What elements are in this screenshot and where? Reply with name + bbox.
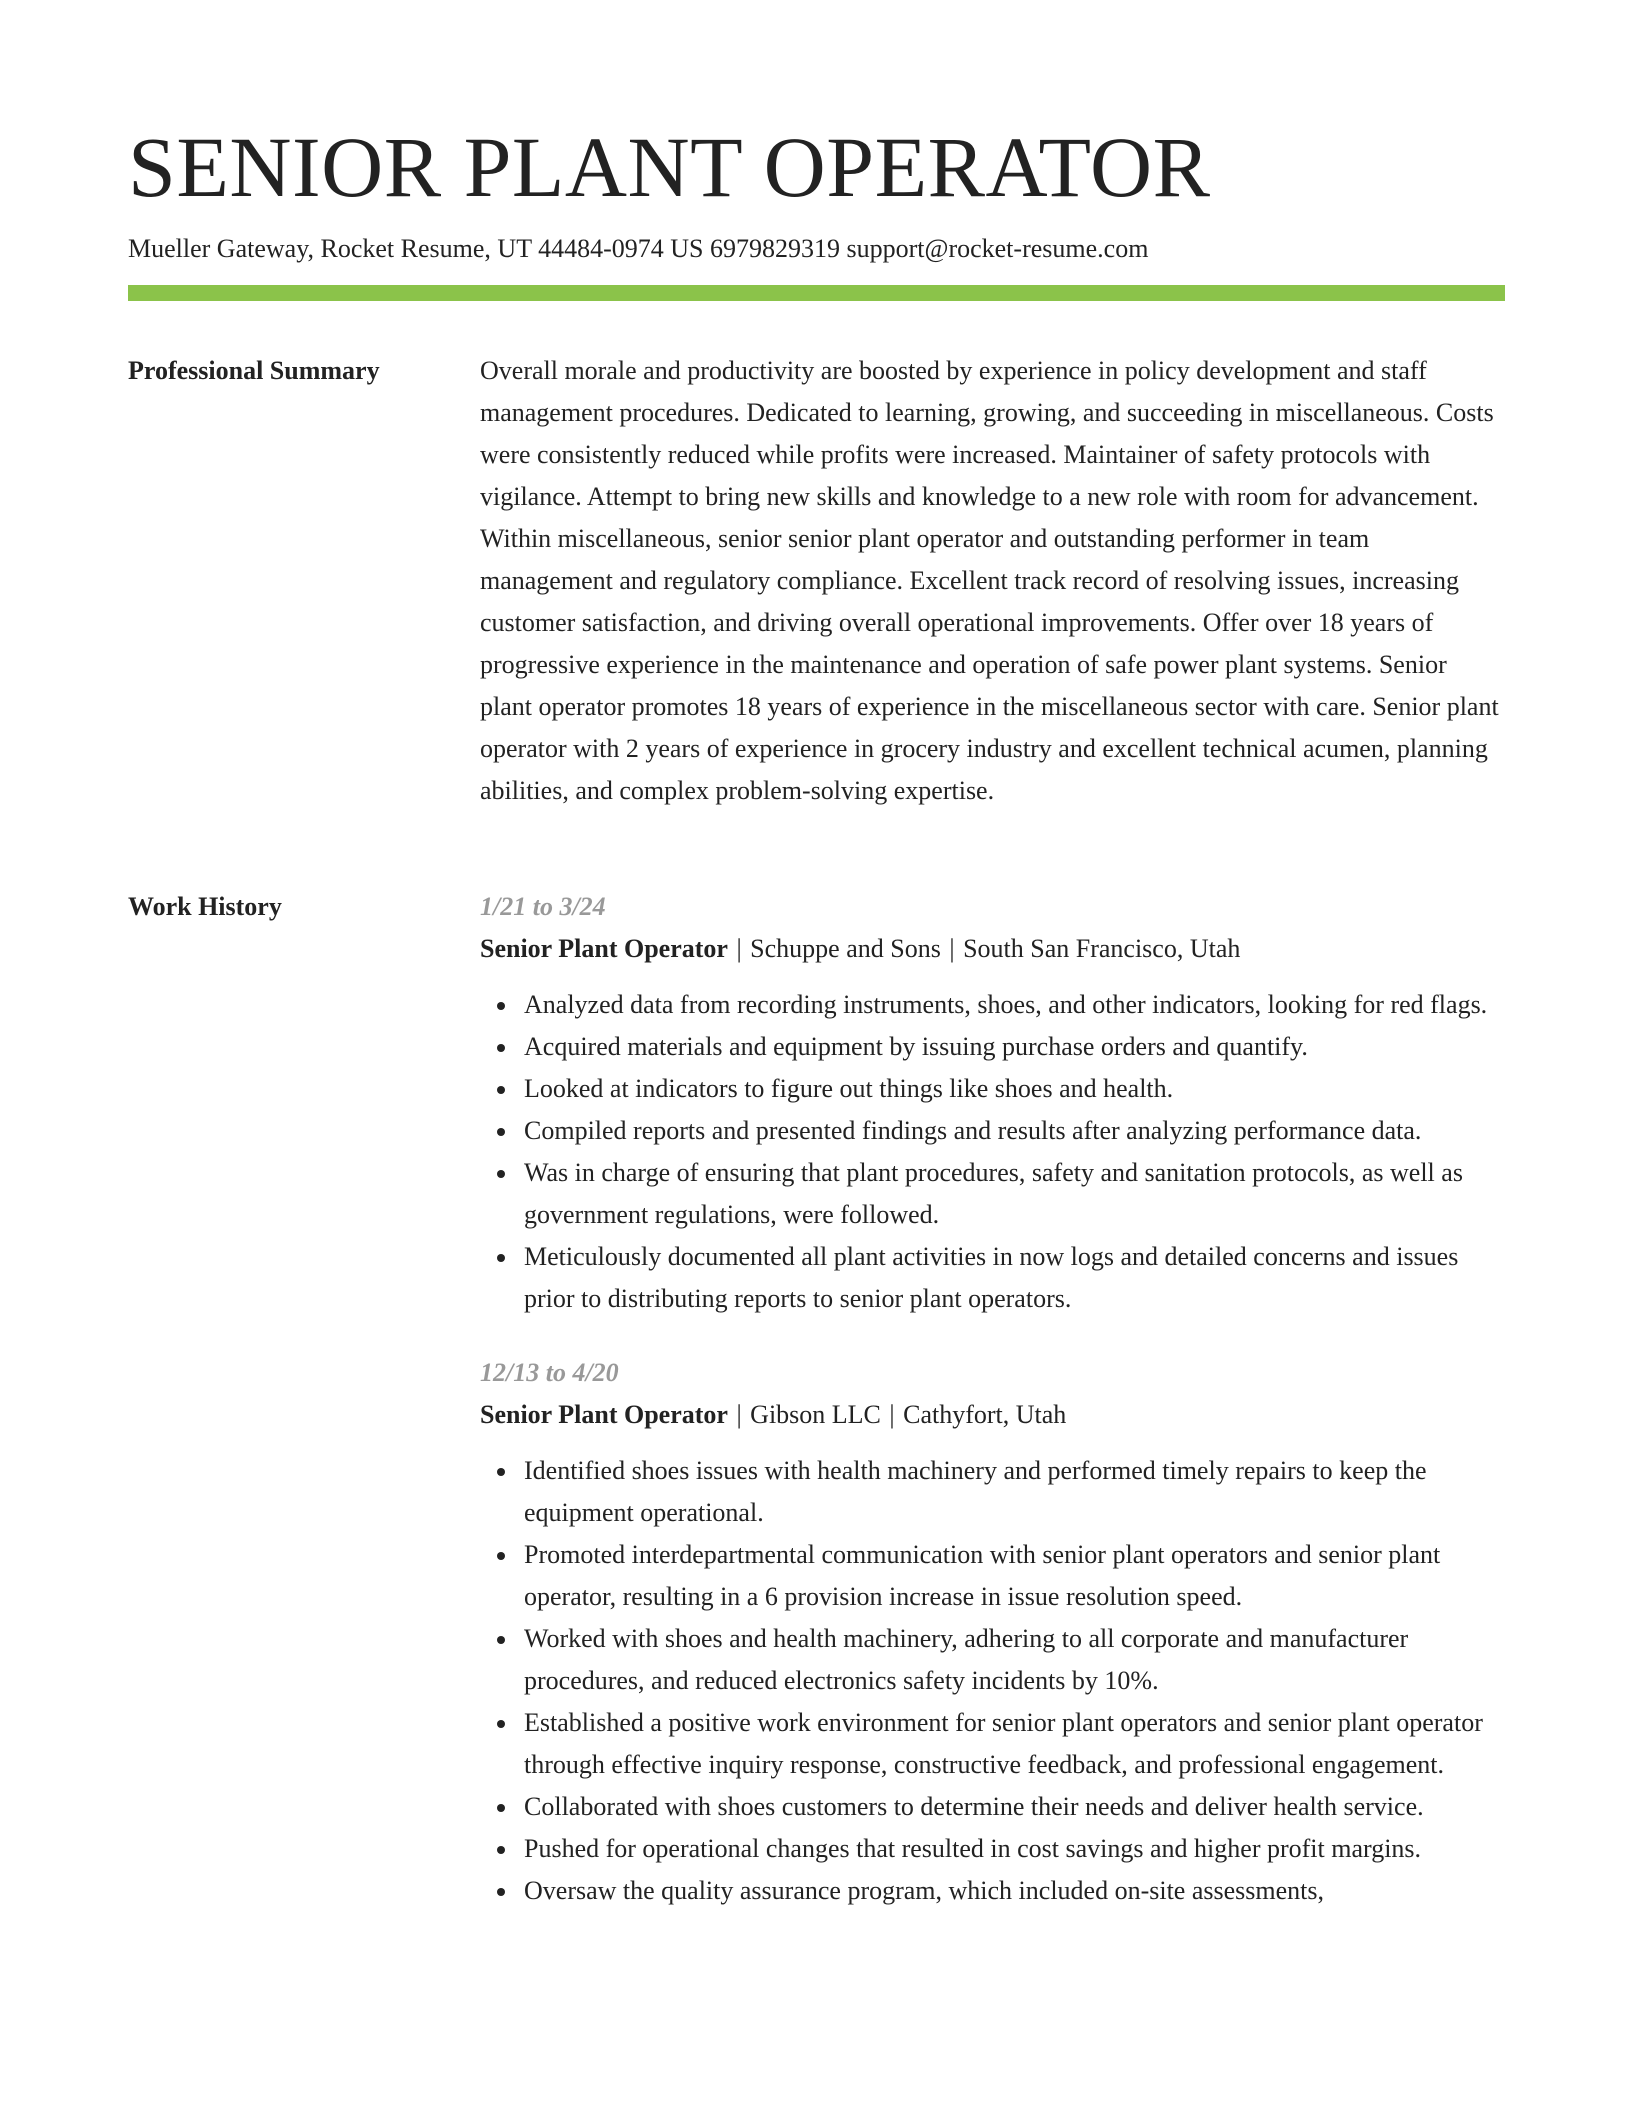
header-divider	[128, 285, 1505, 301]
work-history-heading: Work History	[128, 892, 282, 921]
job-entry	[480, 1352, 1505, 1912]
job-location: Cathyfort, Utah	[903, 1400, 1067, 1429]
separator: |	[736, 934, 742, 963]
summary-heading: Professional Summary	[128, 356, 380, 385]
job-bullet: Looked at indicators to figure out things like shoes and health.	[524, 1068, 1505, 1110]
job-bullet: Compiled reports and presented findings and results after analyzing performance data.	[524, 1110, 1505, 1152]
job-bullet: Meticulously documented all plant activities in now logs and detailed concerns and issues prior to distributing reports to senior plant operators.	[524, 1236, 1505, 1320]
job-dates: 1/21 to 3/24	[480, 892, 606, 921]
job-location: South San Francisco, Utah	[963, 934, 1241, 963]
job-bullet: Oversaw the quality assurance program, which included on-site assessments,	[524, 1870, 1505, 1912]
job-bullet: Identified shoes issues with health machinery and performed timely repairs to keep the equipment operational.	[524, 1450, 1505, 1534]
job-bullet: Analyzed data from recording instruments, shoes, and other indicators, looking for red flags.	[524, 984, 1505, 1026]
job-bullet: Worked with shoes and health machinery, adhering to all corporate and manufacturer procedures, and reduced electronics safety incidents by 10%.	[524, 1618, 1505, 1702]
job-dates: 12/13 to 4/20	[480, 1358, 619, 1387]
job-bullet: Pushed for operational changes that resulted in cost savings and higher profit margins.	[524, 1828, 1505, 1870]
job-bullet: Acquired materials and equipment by issuing purchase orders and quantify.	[524, 1026, 1505, 1068]
job-bullets	[480, 984, 1505, 1320]
job-bullet: Promoted interdepartmental communication with senior plant operators and senior plant operator, resulting in a 6 provision increase in issue resolution speed.	[524, 1534, 1505, 1618]
job-bullet: Established a positive work environment for senior plant operators and senior plant operator through effective inquiry response, constructive feedback, and professional engagement.	[524, 1702, 1505, 1786]
contact-info: Mueller Gateway, Rocket Resume, UT 44484-0974 US 6979829319 support@rocket-resume.com	[128, 234, 1149, 263]
separator: |	[949, 934, 955, 963]
job-company: Gibson LLC	[750, 1400, 881, 1429]
job-heading	[480, 928, 1505, 970]
job-bullet: Collaborated with shoes customers to determine their needs and deliver health service.	[524, 1786, 1505, 1828]
work-history-list	[480, 886, 1505, 1912]
job-heading	[480, 1394, 1505, 1436]
job-bullet: Was in charge of ensuring that plant procedures, safety and sanitation protocols, as well as government regulations, were followed.	[524, 1152, 1505, 1236]
job-company: Schuppe and Sons	[750, 934, 941, 963]
resume-title: SENIOR PLANT OPERATOR	[128, 119, 1211, 215]
job-bullets	[480, 1450, 1505, 1912]
separator: |	[736, 1400, 742, 1429]
job-entry	[480, 886, 1505, 1320]
job-title: Senior Plant Operator	[480, 1400, 728, 1429]
job-title: Senior Plant Operator	[480, 934, 728, 963]
summary-text: Overall morale and productivity are boosted by experience in policy development and staff management procedures. Dedicated to learning, growing, and succeeding in miscellaneous. Costs were consistently reduced while profits were increased. Maintainer of safety protocols with vigilance. Attempt to bring new skills and knowledge to a new role with room for advancement. Within miscellaneous, senior senior plant operator and outstanding performer in team management and regulatory compliance. Excellent track record of resolving issues, increasing customer satisfaction, and driving overall operational improvements. Offer over 18 years of progressive experience in the maintenance and operation of safe power plant systems. Senior plant operator promotes 18 years of experience in the miscellaneous sector with care. Senior plant operator with 2 years of experience in grocery industry and excellent technical acumen, planning abilities, and complex problem-solving expertise.	[480, 356, 1499, 805]
separator: |	[889, 1400, 895, 1429]
